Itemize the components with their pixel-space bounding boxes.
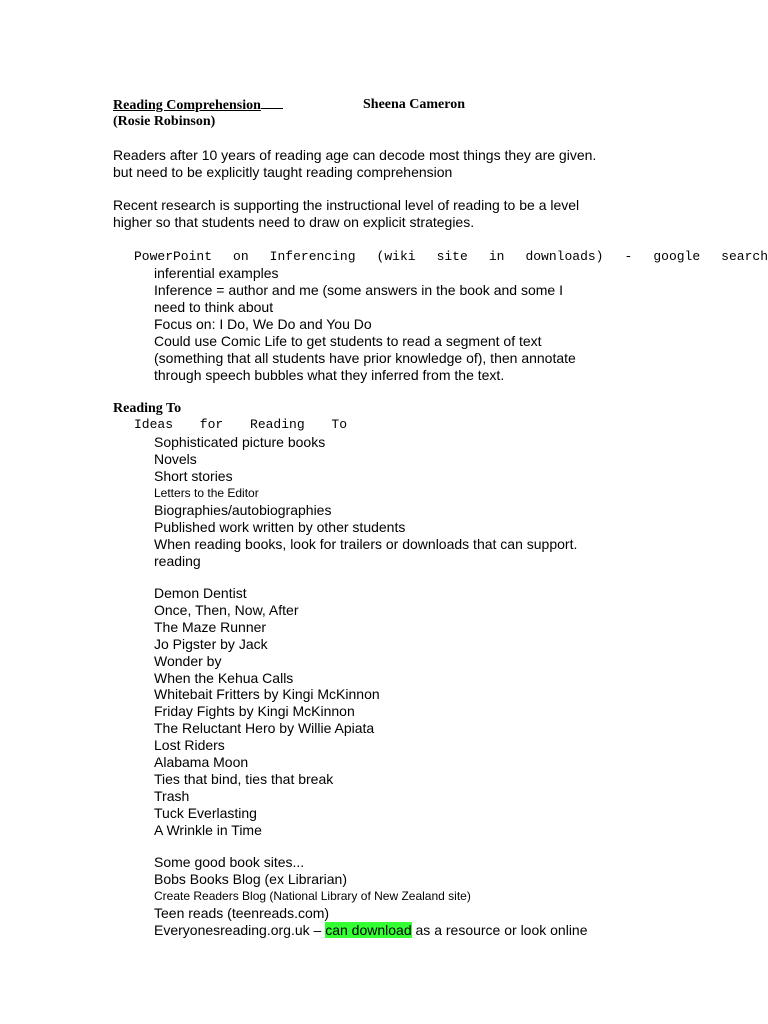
reading-idea-item: Sophisticated picture books [154, 434, 326, 450]
reading-idea-item: When reading books, look for trailers or downloads that can support. [154, 536, 578, 552]
book-title-item: Alabama Moon [154, 754, 249, 770]
reading-idea-item: Short stories [154, 468, 233, 484]
book-title-item: The Reluctant Hero by Willie Apiata [154, 720, 375, 737]
document-presenter: (Rosie Robinson) [113, 114, 216, 129]
book-title-item: When the Kehua Calls [154, 669, 294, 686]
site-everyonesreading [154, 922, 588, 939]
book-title-item: A Wrinkle in Time [154, 821, 262, 838]
reading-idea-item: Letters to the Editor [154, 486, 259, 500]
reading-to-heading: Reading To [113, 401, 182, 416]
intro-line-4: higher so that students need to draw on explicit strategies. [113, 214, 475, 230]
inferencing-item: Could use Comic Life to get students to read a segment of text [154, 333, 542, 349]
reading-idea-item: Published work written by other students [154, 519, 406, 535]
document-title-block [113, 96, 283, 114]
reading-idea-item: Biographies/autobiographies [154, 502, 332, 518]
inferencing-item: Focus on: I Do, We Do and You Do [154, 316, 372, 332]
inferencing-item: Inference = author and me (some answers in the book and some I [154, 282, 563, 298]
book-title-item: Friday Fights by Kingi McKinnon [154, 703, 355, 720]
book-title-item: Whitebait Fritters by Kingi McKinnon [154, 686, 380, 703]
book-site-item: Some good book sites... [154, 854, 305, 870]
highlighted-can-download: can download [325, 922, 412, 938]
intro-line-2: but need to be explicitly taught reading comprehension [113, 164, 453, 180]
reading-idea-item: reading [154, 553, 201, 569]
book-site-item: Teen reads (teenreads.com) [154, 905, 330, 921]
book-title-item: Once, Then, Now, After [154, 601, 299, 618]
book-title-item: The Maze Runner [154, 618, 267, 635]
book-site-item: Create Readers Blog (National Library of New Zealand site) [154, 889, 471, 903]
site-everyonesreading-suffix: as a resource or look online [411, 922, 588, 938]
title-underline-extension [261, 96, 283, 109]
book-title-item: Wonder by [154, 652, 222, 669]
site-everyonesreading-prefix: Everyonesreading.org.uk – [154, 922, 326, 938]
book-title-item: Trash [154, 787, 190, 804]
book-title-item: Lost Riders [154, 737, 225, 754]
reading-idea-item: Novels [154, 451, 197, 467]
book-title-item: Demon Dentist [154, 585, 247, 601]
book-site-item: Bobs Books Blog (ex Librarian) [154, 871, 347, 887]
intro-line-3: Recent research is supporting the instructional level of reading to be a level [113, 197, 580, 213]
inferencing-item: through speech bubbles what they inferred from the text. [154, 367, 505, 383]
inferencing-item: (something that all students have prior knowledge of), then annotate [154, 350, 576, 366]
document-title: Reading Comprehension [113, 98, 261, 113]
book-title-item: Jo Pigster by Jack [154, 635, 268, 652]
inferencing-item: need to think about [154, 299, 274, 315]
intro-line-1: Readers after 10 years of reading age can decode most things they are given. [113, 147, 597, 163]
book-title-item: Ties that bind, ties that break [154, 770, 334, 787]
inferencing-item: inferential examples [154, 265, 279, 281]
powerpoint-inferencing-line: PowerPoint on Inferencing (wiki site in downloads) - google search [134, 249, 768, 264]
document-author: Sheena Cameron [363, 97, 466, 112]
book-title-item: Tuck Everlasting [154, 804, 257, 821]
ideas-for-reading-to-subheading: Ideas for Reading To [134, 417, 348, 432]
